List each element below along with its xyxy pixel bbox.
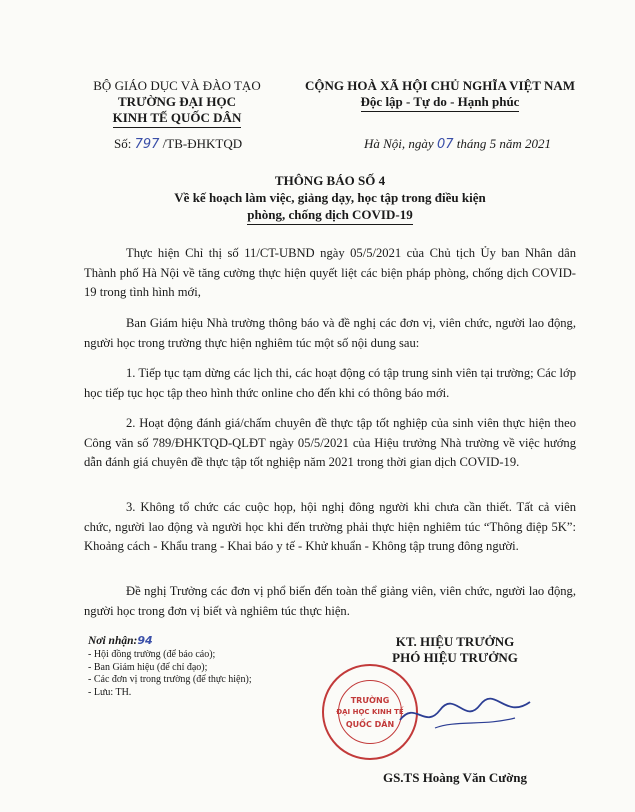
- seal-text-line3: QUỐC DÂN: [345, 720, 395, 729]
- paragraph-item-2: 2. Hoạt động đánh giá/chấm chuyên đề thực tập tốt nghiệp của sinh viên thực hiện theo Công văn số 789/ĐHKTQD-QLĐT ngày 05/5/2021 của Hiệu trưởng Nhà trường về việc hướng dẫn đánh giá chuyên đề thực tập tốt nghiệp năm 2021 trong thời gian dịch COVID-19.: [84, 416, 576, 470]
- seal-text-line1: TRƯỜNG: [350, 696, 390, 705]
- document-number-handwritten: 797: [134, 137, 160, 152]
- recipient-item: - Ban Giám hiệu (để chỉ đạo);: [88, 661, 208, 673]
- seal-text-line2: ĐẠI HỌC KINH TẾ: [336, 708, 404, 716]
- document-date: Hà Nội, ngày 07 tháng 5 năm 2021: [364, 136, 551, 152]
- recipient-list: [88, 649, 318, 699]
- notice-title: [100, 172, 560, 225]
- recipients-heading: Nơi nhận:94: [88, 634, 153, 647]
- notice-number: THÔNG BÁO SỐ 4: [274, 173, 386, 188]
- ministry-name: BỘ GIÁO DỤC VÀ ĐÀO TẠO: [93, 78, 261, 93]
- signer-title-line1: KT. HIỆU TRƯỞNG: [395, 634, 515, 649]
- motto: Độc lập - Tự do - Hạnh phúc: [290, 94, 590, 112]
- university-name-line2: KINH TẾ QUỐC DÂN: [72, 110, 282, 128]
- recipient-item: - Lưu: TH.: [88, 686, 132, 698]
- paragraph-item-1: 1. Tiếp tục tạm dừng các lịch thi, các hoạt động có tập trung sinh viên tại trường; Các lớp học tiếp tục học tập theo hình thức online cho đến khi có thông báo mới.: [84, 366, 576, 400]
- date-day-handwritten: 07: [436, 137, 454, 152]
- issuer-block: [72, 78, 282, 128]
- document-number: Số: 797 /TB-ĐHKTQD: [114, 136, 243, 152]
- recipient-item: - Hội đồng trường (để báo cáo);: [88, 649, 216, 660]
- notice-subject-line1: Về kế hoạch làm việc, giảng dạy, học tập trong điều kiện: [174, 190, 486, 205]
- paragraph-intro: Thực hiện Chỉ thị số 11/CT-UBND ngày 05/5/2021 của Chủ tịch Ủy ban Nhân dân Thành phố Hà Nội về tăng cường thực hiện quyết liệt các biện pháp phòng, chống dịch COVID-19 trong tình hình mới,: [84, 246, 576, 300]
- paragraph-announcement: Ban Giám hiệu Nhà trường thông báo và đề nghị các đơn vị, viên chức, người lao động, người học trong trường thực hiện nghiêm túc một số nội dung sau:: [84, 316, 576, 350]
- signer-title-line2: PHÓ HIỆU TRƯỞNG: [392, 650, 518, 665]
- notice-subject-line2: phòng, chống dịch COVID-19: [100, 206, 560, 225]
- signer-name: GS.TS Hoàng Văn Cường: [382, 770, 528, 785]
- national-heading: [290, 78, 590, 112]
- paragraph-item-3: 3. Không tổ chức các cuộc họp, hội nghị đông người khi chưa cần thiết. Tất cả viên chức, người lao động và người học khi đến trường phải thực hiện nghiêm túc “Thông điệp 5K”: Khoảng cách - Khẩu trang - Khai báo y tế - Khử khuẩn - Không tập trung đông người.: [84, 500, 576, 554]
- paragraph-closing: Đề nghị Trưởng các đơn vị phổ biến đến toàn thể giảng viên, viên chức, người lao động, người học trong đơn vị biết và nghiêm túc thực hiện.: [84, 584, 576, 618]
- signature-block: [330, 634, 580, 666]
- country-name: CỘNG HOÀ XÃ HỘI CHỦ NGHĨA VIỆT NAM: [304, 78, 576, 93]
- recipient-item: - Các đơn vị trong trường (để thực hiện);: [88, 674, 252, 685]
- recipients-handwritten-mark: 94: [137, 634, 153, 647]
- university-name-line1: TRƯỜNG ĐẠI HỌC: [118, 94, 236, 109]
- signature-scribble: [395, 690, 535, 740]
- recipients-block: [88, 634, 318, 699]
